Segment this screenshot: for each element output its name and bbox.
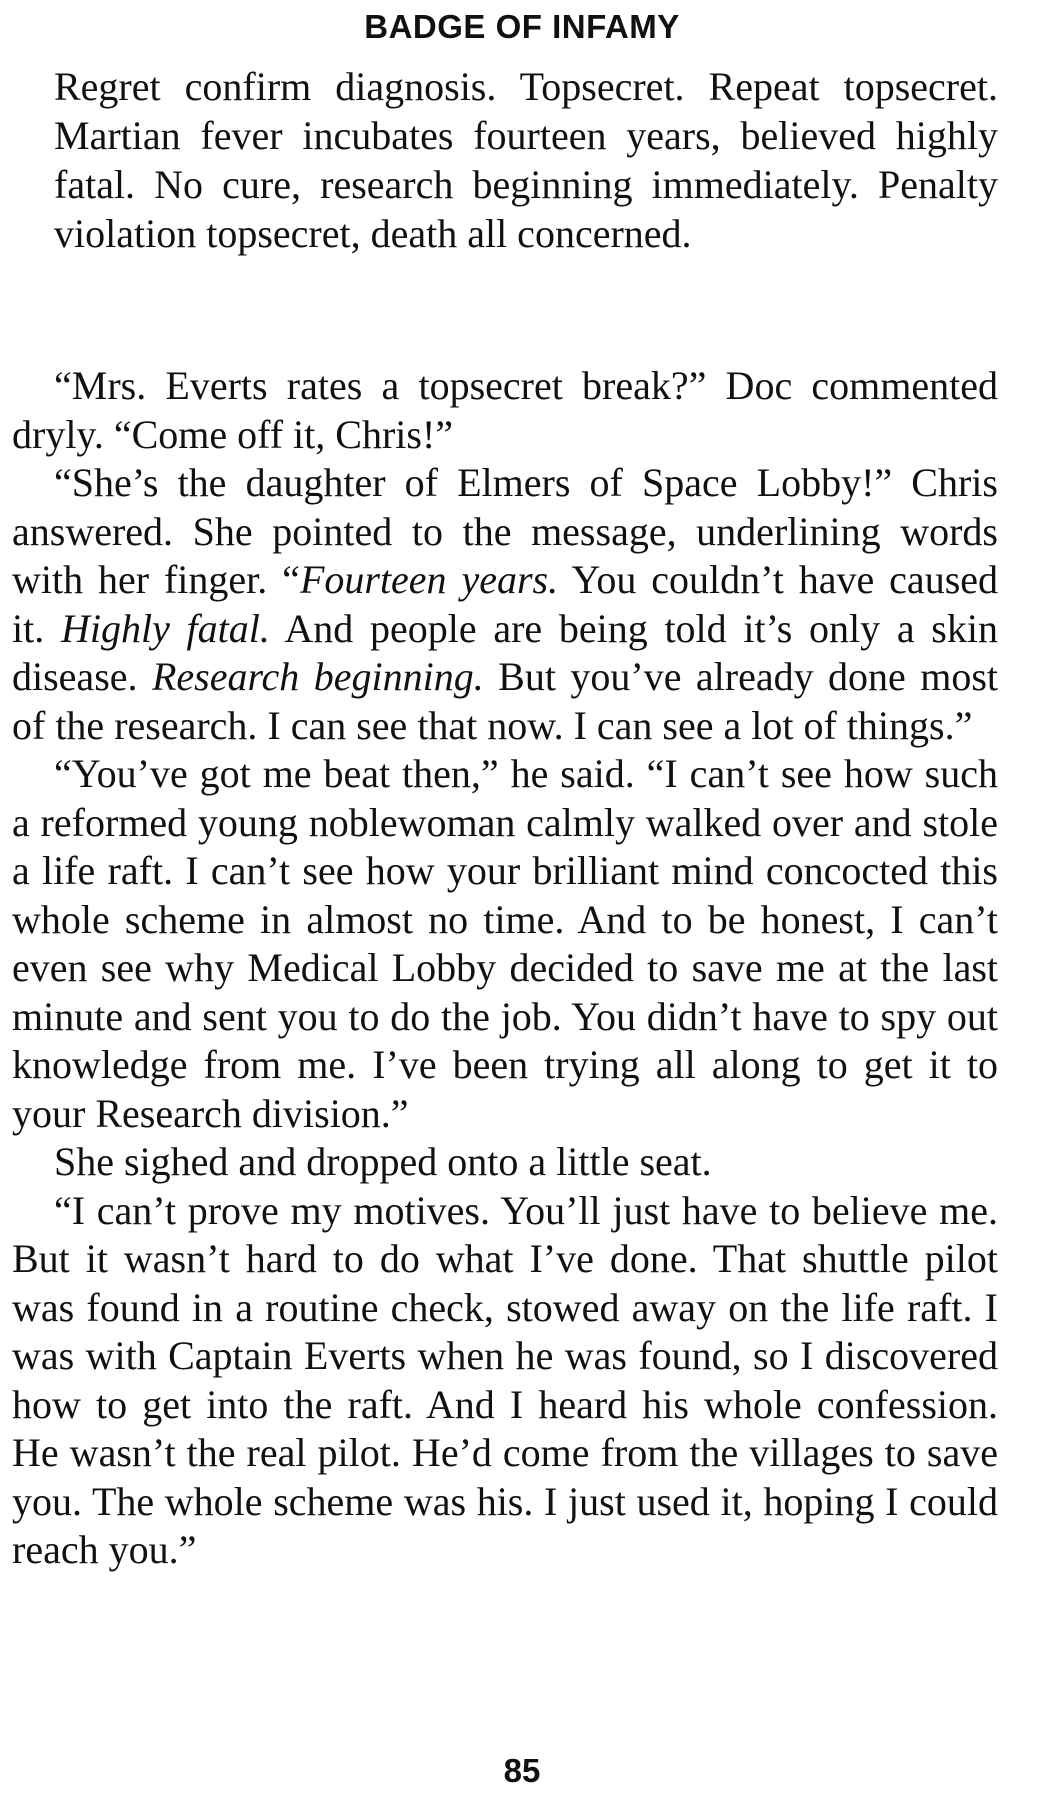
paragraph-text: She sighed and dropped onto a little seat.: [54, 1139, 712, 1184]
italic-phrase: Fourteen years.: [299, 557, 559, 602]
paragraph: [12, 459, 998, 750]
page-number: 85: [503, 1752, 541, 1789]
paragraph-text: And people are being told it’s only a skin disease.: [12, 605, 998, 699]
paragraph-text: “She’s the daughter of Elmers of Space Lobby!” Chris answered. She pointed to the message, underlining words with her finger. “: [12, 460, 998, 602]
paragraph: [12, 1138, 998, 1187]
paragraph: [12, 362, 998, 459]
italic-phrase: Highly fatal.: [60, 605, 270, 651]
running-head: BADGE OF INFAMY: [364, 8, 680, 45]
paragraph-text: “I can’t prove my motives. You’ll just have to believe me. But it wasn’t hard to do what I’ve done. That shuttle pilot was found in a routine check, stowed away on the life raft. I was with Captain Everts when he was found, so I discovered how to get into the raft. And I heard his whole confession. He wasn’t the real pilot. He’d come from the villages to save you. The whole scheme was his. I just used it, hoping I could reach you.”: [12, 1187, 998, 1572]
paragraph-text: “You’ve got me beat then,” he said. “I can’t see how such a reformed young noblewoman calmly walked over and stole a life raft. I can’t see how your brilliant mind concocted this whole scheme in almost no time. And to be honest, I can’t even see why Medical Lobby decided to save me at the last minute and sent you to do the job. You didn’t have to spy out knowledge from me. I’ve been trying all along to get it to your Research division.”: [12, 751, 998, 1136]
cable-message: Regret confirm diagnosis. Topsecret. Repeat topsecret. Martian fever incubates fourteen years, believed highly fatal. No cure, research beginning immediately. Penalty violation topsecret, death all concerned.: [54, 64, 998, 256]
paragraph-text: But you’ve already done most of the research. I can see that now. I can see a lot of things.”: [12, 654, 999, 748]
paragraph-text: You couldn’t have caused it.: [12, 557, 999, 651]
paragraph: [12, 750, 998, 1138]
paragraph-text: “Mrs. Everts rates a topsecret break?” Doc commented dryly. “Come off it, Chris!”: [12, 363, 998, 457]
italic-phrase: Research beginning.: [151, 654, 484, 699]
paragraph: [12, 1187, 998, 1575]
body-text: [12, 362, 998, 1575]
